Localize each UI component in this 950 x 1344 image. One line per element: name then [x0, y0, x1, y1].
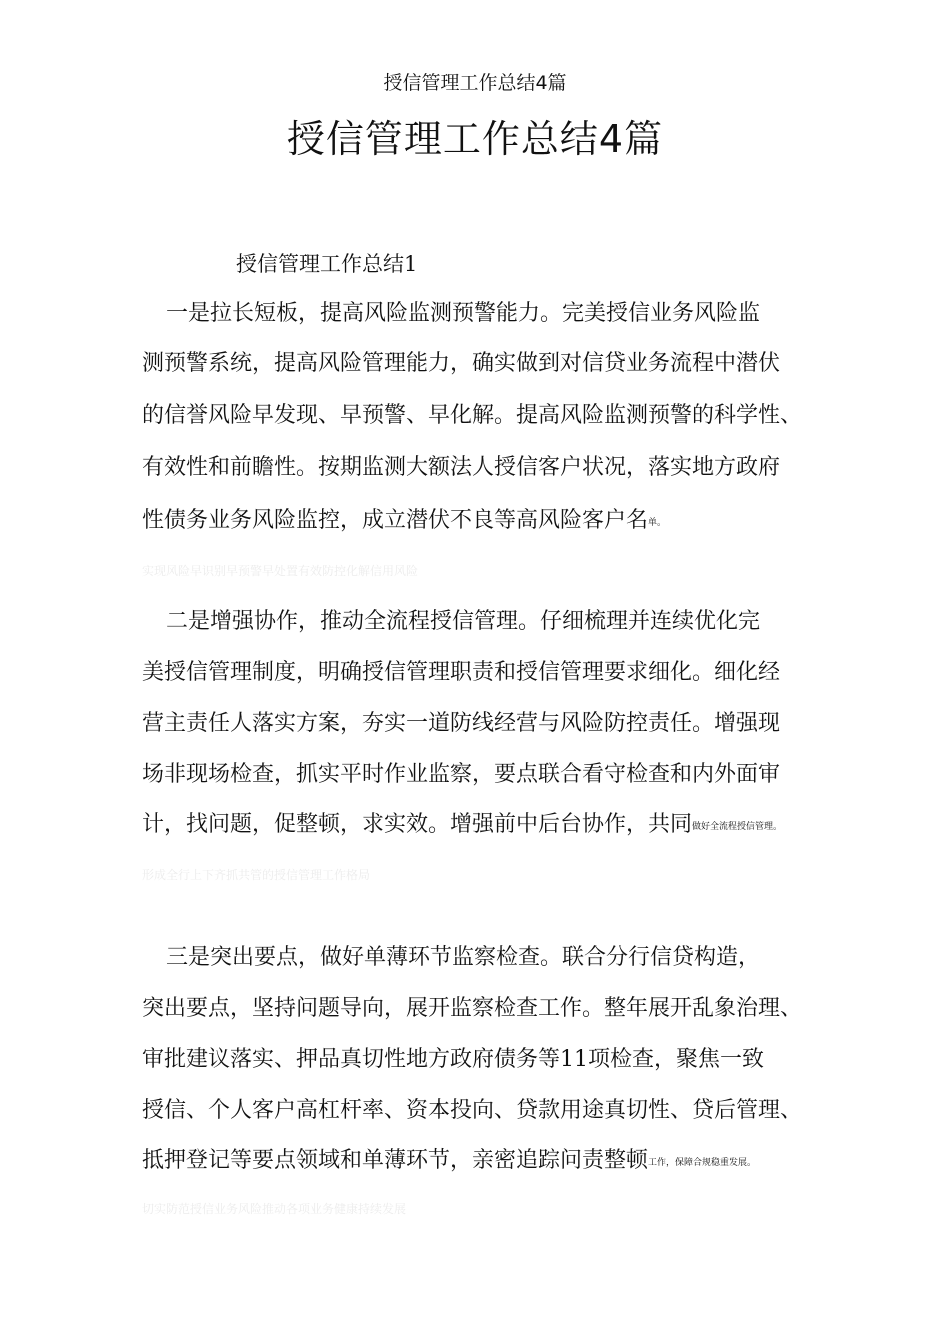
paragraph-line: 二是增强协作，推动全流程授信管理。仔细梳理并连续优化完	[166, 609, 761, 634]
paragraph-line	[142, 503, 666, 534]
paragraph-line	[142, 1143, 756, 1174]
paragraph-line: 有效性和前瞻性。按期监测大额法人授信客户状况，落实地方政府	[142, 455, 781, 480]
paragraph-tail: 工作，保障合规稳重发展。	[648, 1158, 757, 1168]
paragraph-line: 测预警系统，提高风险管理能力，确实做到对信贷业务流程中潜伏	[142, 351, 781, 376]
paragraph-tail: 单。	[648, 518, 667, 528]
section-heading: 授信管理工作总结1	[236, 252, 418, 276]
paragraph-line-text: 抵押登记等要点领域和单薄环节，亲密追踪问责整顿	[142, 1148, 649, 1173]
paragraph-line	[142, 807, 782, 838]
paragraph-line: 突出要点，坚持问题导向，展开监察检查工作。整年展开乱象治理、	[142, 996, 803, 1021]
faded-text: 实现风险早识别早预警早处置有效防控化解信用风险	[142, 564, 419, 578]
paragraph-tail: 做好全流程授信管理。	[692, 822, 783, 832]
main-title: 授信管理工作总结4篇	[286, 117, 664, 161]
paragraph-line: 的信誉风险早发现、早预警、早化解。提高风险监测预警的科学性、	[142, 403, 803, 428]
paragraph-line: 营主责任人落实方案，夯实一道防线经营与风险防控责任。增强现	[142, 711, 781, 736]
paragraph-line-text: 性债务业务风险监控，成立潜伏不良等高风险客户名	[142, 508, 649, 533]
faded-text: 形成全行上下齐抓共管的授信管理工作格局	[142, 868, 371, 882]
paragraph-line: 审批建议落实、押品真切性地方政府债务等11项检查，聚焦一致	[142, 1047, 764, 1072]
paragraph-line: 授信、个人客户高杠杆率、资本投向、贷款用途真切性、贷后管理、	[142, 1098, 803, 1123]
header-title: 授信管理工作总结4篇	[383, 72, 567, 94]
paragraph-line: 场非现场检查，抓实平时作业监察，要点联合看守检查和内外面审	[142, 762, 781, 787]
paragraph-line: 三是突出要点，做好单薄环节监察检查。联合分行信贷构造，	[166, 945, 761, 970]
paragraph-line-text: 计，找问题，促整顿，求实效。增强前中后台协作，共同	[142, 812, 693, 837]
faded-text: 切实防范授信业务风险推动各项业务健康持续发展	[142, 1202, 407, 1216]
paragraph-line: 美授信管理制度，明确授信管理职责和授信管理要求细化。细化经	[142, 660, 781, 685]
paragraph-line: 一是拉长短板，提高风险监测预警能力。完美授信业务风险监	[166, 301, 761, 326]
